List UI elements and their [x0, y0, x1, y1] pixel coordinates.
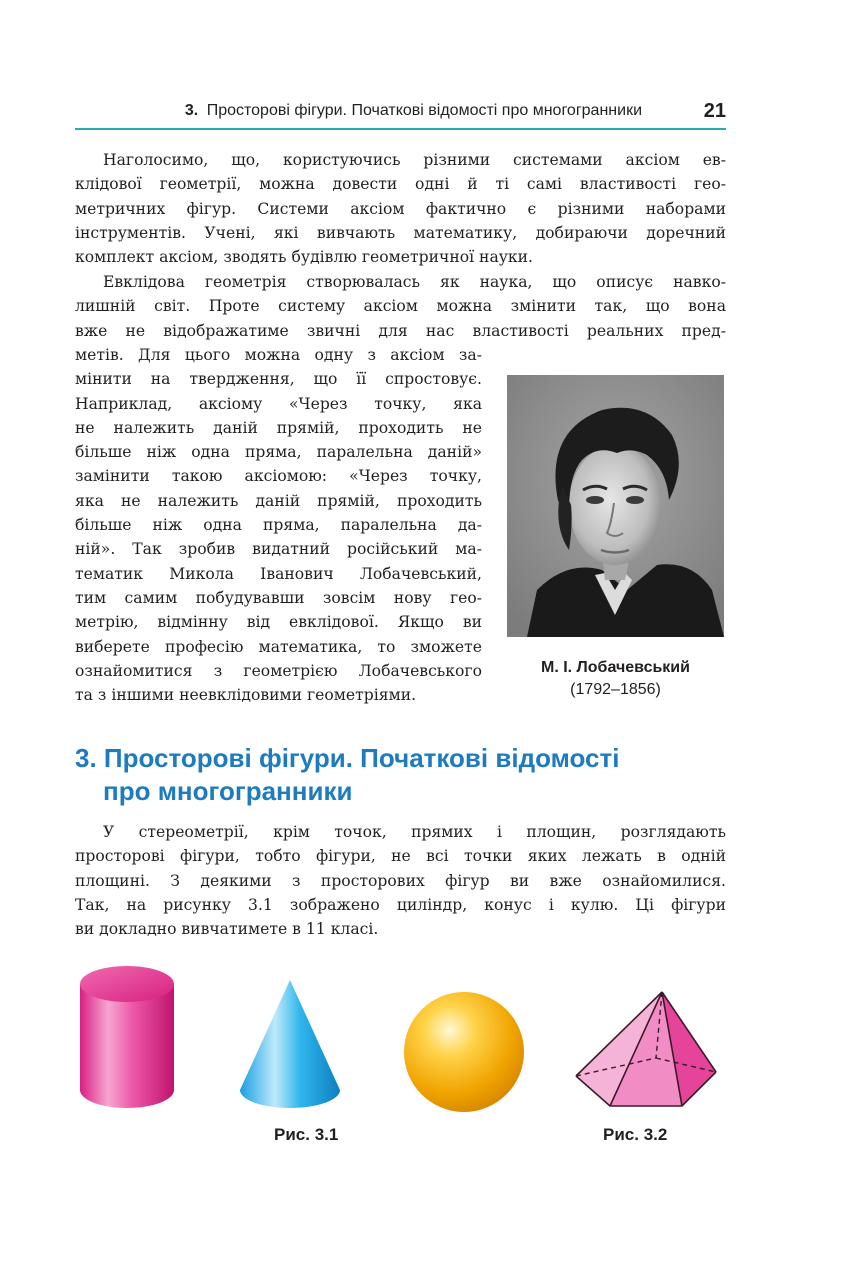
paragraph-2 [75, 270, 726, 343]
chapter-title: Просторові фігури. Початкові відомості про многогранники [206, 102, 642, 119]
pyramid-icon [574, 988, 720, 1112]
text-line: Евклідова геометрія створювалась як наука, що описує навко- [103, 273, 726, 291]
text-line: тематик Микола Іванович Лобачевський, [75, 564, 482, 583]
text-line: метів. Для цього можна одну з аксіом за- [75, 346, 482, 364]
text-line: вже не відображатиме звичні для нас властивості реальних пред- [75, 321, 726, 340]
figure-caption-3-2: Рис. 3.2 [603, 1125, 668, 1144]
text-line: Наприклад, аксіому «Через точку, яка [75, 394, 482, 413]
text-line: замінити такою аксіомою: «Через точку, [75, 467, 482, 486]
text-line: просторові фігури, тобто фігури, не всі точки яких лежать в одній [75, 847, 726, 866]
portrait-illustration [507, 375, 724, 637]
text-line: тим самим побудувавши зовсім нову гео- [75, 588, 482, 607]
sphere-icon [402, 990, 526, 1114]
text-line: та з іншими неевклідовими геометріями. [75, 686, 417, 705]
portrait-image [507, 375, 724, 637]
text-line: Так, на рисунку 3.1 зображено циліндр, конус і кулю. Ці фігури [75, 895, 726, 914]
text-line: ознайомитися з геометрією Лобачевського [75, 661, 482, 680]
pyramid-figure [574, 988, 720, 1112]
page-number: 21 [703, 100, 726, 122]
text-line: мінити на твердження, що її спростовує. [75, 370, 482, 389]
text-line: Наголосимо, що, користуючись різними системами аксіом ев- [103, 151, 726, 169]
text-line: виберете професію математика, то зможете [75, 637, 482, 656]
running-header-title [185, 102, 642, 120]
text-line: метричних фігур. Системи аксіом фактично є різними наборами [75, 199, 726, 218]
paragraph-3 [75, 820, 726, 941]
text-line: ній». Так зробив видатний російський ма- [75, 540, 482, 559]
section-heading-line-2: про многогранники [103, 776, 353, 806]
paragraph-1 [75, 148, 726, 269]
text-line: лишній світ. Проте систему аксіом можна змінити так, що вона [75, 297, 726, 316]
text-line: інструментів. Учені, які вивчають математику, добираючи доречний [75, 223, 726, 242]
cone-icon [238, 978, 342, 1110]
text-line: більше ніж одна пряма, паралельна даній» [75, 443, 482, 462]
portrait-caption-years: (1792–1856) [570, 681, 661, 698]
portrait-caption-name: М. І. Лобачевський [541, 659, 690, 676]
text-line: метрію, відмінну від евклідової. Якщо ви [75, 613, 482, 632]
section-heading [75, 742, 775, 808]
paragraph-2-column [75, 343, 482, 707]
sphere-figure [402, 990, 526, 1114]
figure-caption-3-1: Рис. 3.1 [274, 1125, 339, 1144]
cylinder-icon [78, 962, 176, 1112]
cylinder-figure [78, 962, 176, 1112]
text-line: комплект аксіом, зводять будівлю геометричної науки. [75, 248, 534, 267]
chapter-number: 3. [184, 102, 199, 119]
text-line: не належить даній прямій, проходить не [75, 418, 482, 437]
text-line: площині. З деякими з просторових фігур ви вже ознайомилися. [75, 871, 726, 890]
cone-figure [238, 978, 342, 1110]
text-line: ви докладно вивчатимете в 11 класі. [75, 920, 379, 939]
section-heading-line-1: 3. Просторові фігури. Початкові відомості [75, 743, 620, 773]
text-line: яка не належить даній прямій, проходить [75, 491, 482, 510]
text-line: більше ніж одна пряма, паралельна да- [75, 516, 482, 535]
text-line: У стереометрії, крім точок, прямих і площин, розглядають [103, 823, 726, 841]
text-line: клідової геометрії, можна довести одні й ті самі властивості гео- [75, 175, 726, 194]
running-header [75, 100, 726, 130]
